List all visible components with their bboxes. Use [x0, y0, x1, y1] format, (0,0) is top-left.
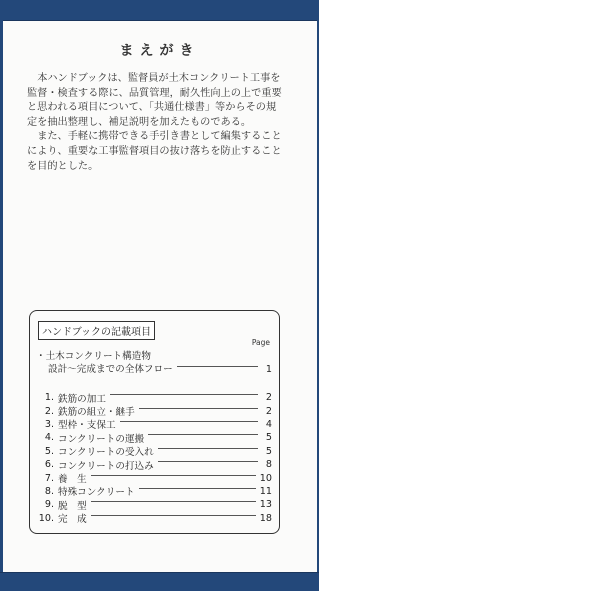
toc-intro-line2-label: 設計～完成までの全体フロー: [48, 364, 173, 375]
toc-item-number: 3.: [44, 418, 54, 430]
toc-heading: ハンドブックの記載項目: [38, 321, 155, 340]
toc-leader: [120, 421, 258, 422]
toc-item-number: 8.: [44, 485, 54, 497]
toc-item-label: 脱 型: [58, 500, 87, 512]
toc-item-number: 1.: [44, 392, 54, 404]
toc-box: [29, 310, 280, 534]
left-blue-edge: [0, 0, 3, 591]
toc-item-page: 8: [265, 459, 272, 471]
toc-item-label: コンクリートの運搬: [58, 433, 145, 445]
toc-item-label: 完 成: [58, 514, 87, 526]
toc-item-page: 2: [265, 405, 272, 417]
toc-leader: [91, 475, 256, 476]
toc-leader: [177, 366, 258, 367]
top-blue-band: [0, 0, 319, 21]
toc-item-number: 5.: [44, 445, 54, 457]
toc-item-label: 鉄筋の加工: [58, 393, 106, 405]
toc-item: [36, 471, 272, 484]
toc-item-page: 10: [259, 472, 272, 484]
toc-item: [36, 498, 272, 511]
toc-item: [36, 404, 272, 417]
toc-item: [36, 485, 272, 498]
toc-item: [36, 458, 272, 471]
toc-item-page: 2: [265, 392, 272, 404]
toc-item: [36, 445, 272, 458]
toc-item-number: 6.: [44, 459, 54, 471]
bottom-blue-band: [0, 572, 319, 591]
toc-item-label: 養 生: [58, 474, 87, 486]
preface-title: まえがき: [119, 43, 200, 59]
toc-item-page: 4: [265, 418, 272, 430]
toc-item-page: 11: [259, 485, 272, 497]
preface-paragraph-1: 本ハンドブックは、監督員が土木コンクリート工事を監督・検査する際に、品質管理，耐久性向上の上で重要と思われる項目について、「共通仕様書」等からその規定を抽出整理し、補足説明を加えたものである。: [27, 73, 282, 128]
toc-item-label: コンクリートの打込み: [58, 460, 154, 472]
toc-leader: [91, 515, 256, 516]
toc-item-label: 型枠・支保工: [58, 420, 116, 432]
toc-intro-line2: [36, 363, 272, 376]
toc-leader: [139, 408, 258, 409]
toc-leader: [148, 434, 258, 435]
toc-leader: [158, 448, 258, 449]
toc-item-number: 10.: [38, 512, 54, 524]
toc-intro-line1: ・土木コンクリート構造物: [36, 351, 151, 362]
toc-leader: [91, 501, 256, 502]
toc-item-number: 7.: [44, 472, 54, 484]
toc-page-label: Page: [251, 338, 270, 347]
toc-item-label: 鉄筋の組立・継手: [58, 407, 135, 419]
toc-item-number: 9.: [44, 499, 54, 511]
toc-item-page: 5: [265, 445, 272, 457]
toc-leader: [158, 461, 258, 462]
toc-item-page: 18: [259, 512, 272, 524]
toc-leader: [110, 394, 258, 395]
toc-item: [36, 512, 272, 525]
toc-item-label: コンクリートの受入れ: [58, 447, 154, 459]
right-blue-edge: [317, 0, 319, 591]
toc-leader: [139, 488, 256, 489]
toc-item-number: 2.: [44, 405, 54, 417]
preface-paragraph-2: また、手軽に携帯できる手引き書として編集することにより、重要な工事監督項目の抜け落ちを防止することを目的とした。: [27, 131, 282, 172]
toc-item-page: 5: [265, 432, 272, 444]
toc-intro: [36, 350, 272, 376]
toc-item-number: 4.: [44, 432, 54, 444]
toc-item-page: 13: [259, 499, 272, 511]
toc-list: [36, 391, 272, 525]
toc-item: [36, 431, 272, 444]
toc-item: [36, 418, 272, 431]
toc-intro-page: 1: [265, 364, 272, 375]
toc-item-label: 特殊コンクリート: [58, 487, 135, 499]
toc-item: [36, 391, 272, 404]
preface-body: [27, 72, 285, 174]
